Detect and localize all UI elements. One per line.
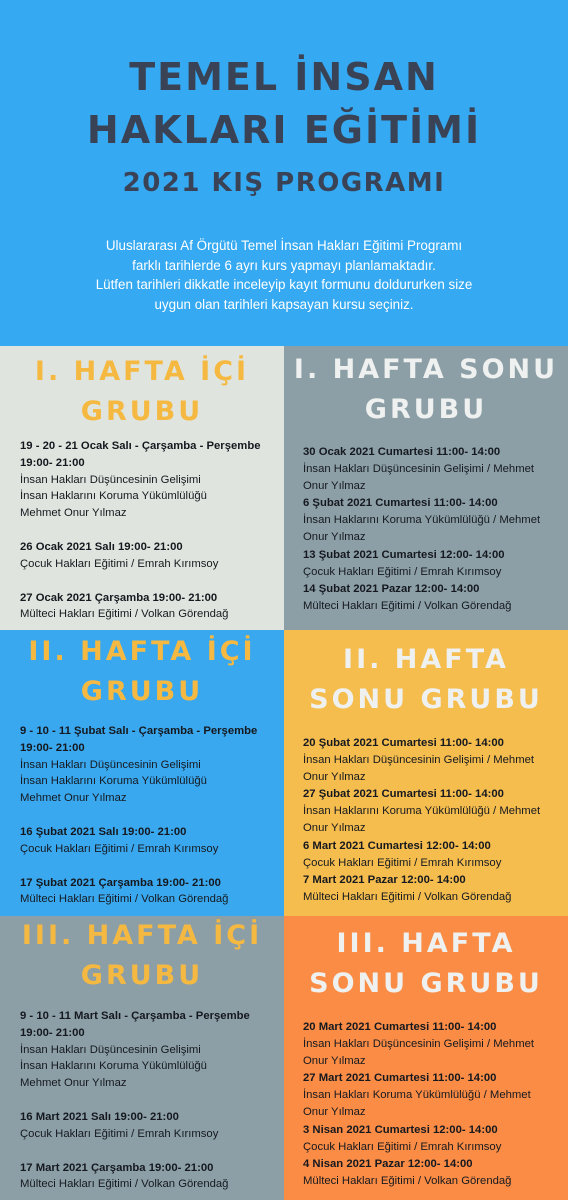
panel-weekday-group-2	[0, 630, 284, 916]
entry-detail: Çocuk Hakları Eğitimi / Emrah Kırımsoy	[303, 1140, 502, 1153]
schedule-entry	[20, 824, 274, 858]
entry-detail: Onur Yılmaz	[303, 770, 366, 783]
entry-detail: İnsan Hakları Düşüncesinin Gelişimi	[20, 1043, 201, 1056]
panel-title-line: GRUBU	[80, 676, 204, 707]
schedule-entry	[20, 539, 274, 573]
entry-date: 6 Şubat 2021 Cumartesi 11:00- 14:00	[303, 497, 498, 510]
schedule-entry	[303, 786, 560, 836]
entry-detail: İnsan Hakları Düşüncesinin Gelişimi / Mehmet	[303, 1037, 535, 1050]
schedule-entry	[303, 444, 560, 494]
panel-title	[0, 352, 284, 432]
entry-detail: Mülteci Hakları Eğitimi / Volkan Görendağ	[303, 891, 512, 904]
schedule-entry	[20, 1109, 274, 1143]
entry-date: 9 - 10 - 11 Mart Salı - Çarşamba - Perşembe 19:00- 21:00	[20, 1010, 250, 1039]
entry-detail: Onur Yılmaz	[303, 1054, 366, 1067]
schedule-entry	[20, 1160, 274, 1194]
schedule-entry	[20, 1008, 274, 1092]
entry-detail: İnsan Hakları Düşüncesinin Gelişimi / Mehmet	[303, 753, 535, 766]
schedule-entry	[303, 1019, 560, 1069]
entry-date: 16 Mart 2021 Salı 19:00- 21:00	[20, 1110, 179, 1123]
schedule-entry	[303, 838, 560, 872]
entry-detail: Çocuk Hakları Eğitimi / Emrah Kırımsoy	[20, 1127, 219, 1140]
panel-title	[284, 924, 568, 1004]
entry-date: 30 Ocak 2021 Cumartesi 11:00- 14:00	[303, 446, 501, 458]
entry-date: 14 Şubat 2021 Pazar 12:00- 14:00	[303, 583, 480, 596]
panel-title-line: SONU GRUBU	[309, 684, 543, 715]
panel-weekend-group-1	[284, 346, 568, 630]
schedule-list	[20, 438, 274, 623]
entry-detail: İnsan Hakları Koruma Yükümlülüğü / Mehmet	[303, 1089, 531, 1102]
entry-date: 3 Nisan 2021 Cumartesi 12:00- 14:00	[303, 1123, 498, 1136]
entry-date: 16 Şubat 2021 Salı 19:00- 21:00	[20, 825, 187, 838]
entry-detail: Mülteci Hakları Eğitimi / Volkan Görendağ	[303, 1175, 512, 1188]
panel-title-line: III. HAFTA	[336, 928, 516, 959]
entry-detail: Onur Yılmaz	[303, 821, 366, 834]
panel-title-line: GRUBU	[80, 396, 204, 427]
entry-detail: İnsan Haklarını Koruma Yükümlülüğü	[20, 1060, 207, 1073]
panel-title	[0, 916, 284, 996]
entry-detail: Mülteci Hakları Eğitimi / Volkan Görendağ	[20, 893, 229, 906]
panel-weekend-group-3	[284, 916, 568, 1200]
entry-date: 27 Şubat 2021 Cumartesi 11:00- 14:00	[303, 788, 504, 801]
entry-detail: Onur Yılmaz	[303, 530, 366, 543]
schedule-list	[303, 444, 560, 615]
panel-title-line: II. HAFTA İÇİ	[28, 636, 256, 667]
panel-title	[284, 640, 568, 720]
schedule-entry	[303, 581, 560, 615]
entry-detail: İnsan Haklarını Koruma Yükümlülüğü	[20, 490, 207, 503]
entry-date: 26 Ocak 2021 Salı 19:00- 21:00	[20, 540, 183, 553]
entry-date: 9 - 10 - 11 Şubat Salı - Çarşamba - Perşembe 19:00- 21:00	[20, 725, 258, 754]
intro-line: farklı tarihlerde 6 ayrı kurs yapmayı planlamaktadır.	[132, 257, 436, 273]
entry-detail: İnsan Haklarını Koruma Yükümlülüğü / Mehmet	[303, 514, 541, 527]
entry-detail: İnsan Hakları Düşüncesinin Gelişimi	[20, 758, 201, 771]
schedule-entry	[303, 495, 560, 545]
panel-title-line: GRUBU	[364, 394, 488, 425]
panel-title-line: II. HAFTA	[343, 644, 509, 675]
title-line-2: HAKLARI EĞİTİMİ	[86, 108, 482, 152]
panel-weekday-group-3	[0, 916, 284, 1200]
entry-date: 7 Mart 2021 Pazar 12:00- 14:00	[303, 874, 466, 887]
entry-date: 27 Ocak 2021 Çarşamba 19:00- 21:00	[20, 591, 218, 604]
schedule-entry	[303, 735, 560, 785]
schedule-list	[20, 1008, 274, 1193]
entry-date: 20 Mart 2021 Cumartesi 11:00- 14:00	[303, 1021, 497, 1033]
entry-detail: Mehmet Onur Yılmaz	[20, 507, 127, 520]
intro-line: Lütfen tarihleri dikkatle inceleyip kayıt formunu doldururken size	[95, 277, 473, 292]
schedule-entry	[303, 1070, 560, 1120]
panel-title-line: I. HAFTA SONU	[293, 354, 559, 385]
entry-date: 27 Mart 2021 Cumartesi 11:00- 14:00	[303, 1072, 497, 1085]
schedule-entry	[20, 590, 274, 624]
panel-weekend-group-2	[284, 630, 568, 916]
title-line-1: TEMEL İNSAN	[129, 55, 439, 99]
entry-detail: İnsan Hakları Düşüncesinin Gelişimi	[20, 473, 201, 486]
entry-date: 4 Nisan 2021 Pazar 12:00- 14:00	[303, 1158, 473, 1171]
panel-title-line: SONU GRUBU	[309, 968, 543, 999]
intro-line: Uluslararası Af Örgütü Temel İnsan Hakları Eğitimi Programı	[105, 238, 463, 253]
schedule-entry	[20, 875, 274, 909]
entry-date: 17 Şubat 2021 Çarşamba 19:00- 21:00	[20, 876, 221, 889]
entry-detail: İnsan Haklarını Koruma Yükümlülüğü	[20, 775, 207, 788]
entry-date: 19 - 20 - 21 Ocak Salı - Çarşamba - Perşembe 19:00- 21:00	[20, 440, 261, 469]
schedule-entry	[303, 872, 560, 906]
entry-detail: Çocuk Hakları Eğitimi / Emrah Kırımsoy	[20, 842, 219, 855]
schedule-entry	[303, 547, 560, 581]
intro-text	[40, 236, 528, 314]
entry-date: 13 Şubat 2021 Cumartesi 12:00- 14:00	[303, 548, 505, 561]
entry-detail: İnsan Haklarını Koruma Yükümlülüğü / Mehmet	[303, 805, 541, 818]
panel-title	[284, 350, 568, 430]
intro-line: uygun olan tarihleri kapsayan kursu seçiniz.	[154, 296, 414, 312]
entry-detail: Mülteci Hakları Eğitimi / Volkan Görendağ	[20, 608, 229, 621]
entry-date: 17 Mart 2021 Çarşamba 19:00- 21:00	[20, 1161, 214, 1174]
entry-detail: Onur Yılmaz	[303, 479, 366, 492]
subtitle: 2021 KIŞ PROGRAMI	[122, 168, 446, 198]
entry-detail: Çocuk Hakları Eğitimi / Emrah Kırımsoy	[303, 856, 502, 869]
entry-detail: Çocuk Hakları Eğitimi / Emrah Kırımsoy	[303, 565, 502, 578]
panel-title-line: GRUBU	[80, 960, 204, 991]
schedule-entry	[20, 723, 274, 807]
entry-detail: Onur Yılmaz	[303, 1105, 366, 1118]
entry-detail: Mehmet Onur Yılmaz	[20, 792, 127, 805]
schedule-list	[20, 723, 274, 908]
entry-detail: İnsan Hakları Düşüncesinin Gelişimi / Mehmet	[303, 462, 535, 475]
entry-date: 20 Şubat 2021 Cumartesi 11:00- 14:00	[303, 737, 504, 749]
schedule-entry	[20, 438, 274, 522]
panel-weekday-group-1	[0, 346, 284, 630]
schedule-list	[303, 735, 560, 906]
panel-title-line: I. HAFTA İÇİ	[34, 356, 250, 387]
schedule-entry	[303, 1156, 560, 1190]
entry-detail: Mülteci Hakları Eğitimi / Volkan Görendağ	[303, 600, 512, 613]
schedule-list	[303, 1019, 560, 1190]
entry-detail: Mehmet Onur Yılmaz	[20, 1077, 127, 1090]
entry-date: 6 Mart 2021 Cumartesi 12:00- 14:00	[303, 839, 491, 852]
entry-detail: Çocuk Hakları Eğitimi / Emrah Kırımsoy	[20, 557, 219, 570]
panel-title	[0, 632, 284, 712]
header-section	[0, 0, 568, 346]
entry-detail: Mülteci Hakları Eğitimi / Volkan Görendağ	[20, 1178, 229, 1191]
schedule-entry	[303, 1122, 560, 1156]
panel-title-line: III. HAFTA İÇİ	[21, 920, 263, 951]
